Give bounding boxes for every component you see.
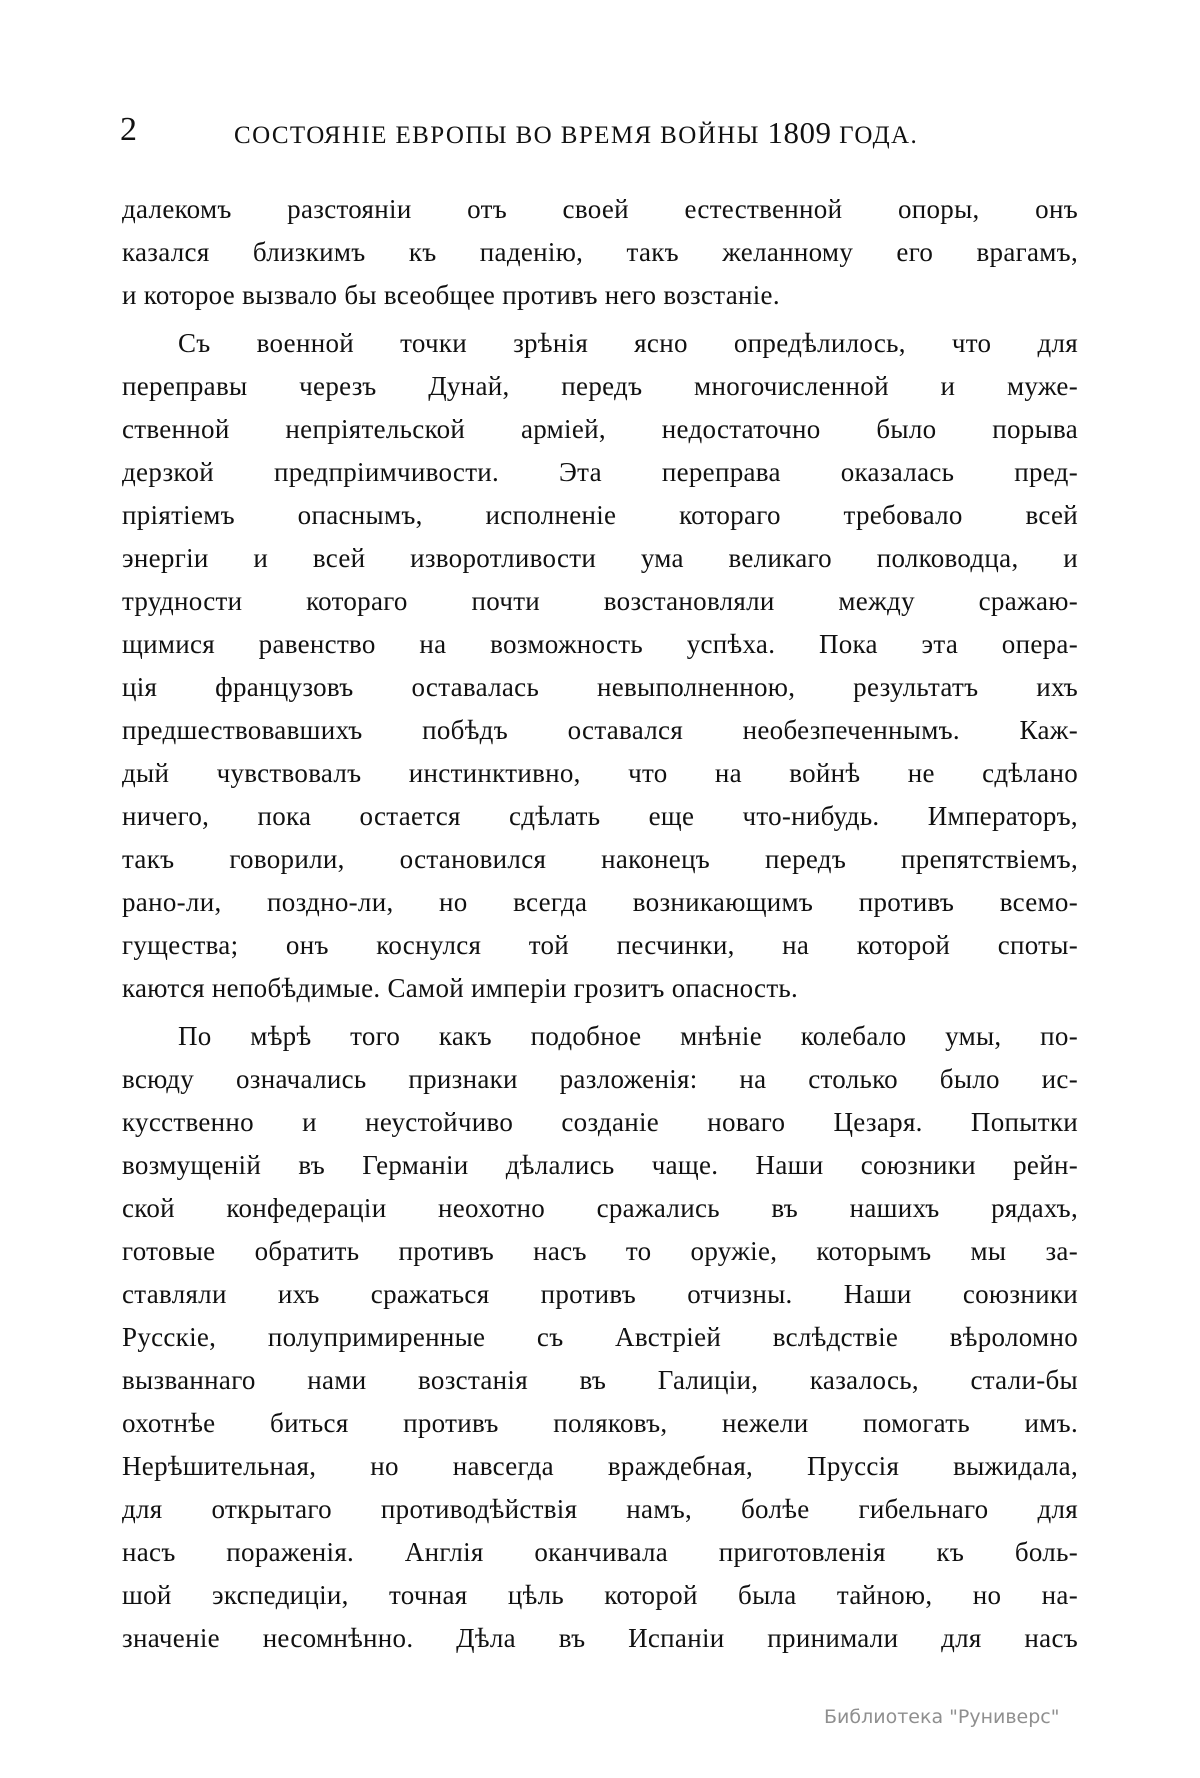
text-line: ственной непріятельской арміей, недостаточно было порыва (122, 414, 1078, 444)
text-line: дерзкой предпріимчивости. Эта переправа оказалась пред- (122, 457, 1078, 487)
text-line: каются непобѣдимые. Самой имперіи грозитъ опасность. (122, 973, 799, 1003)
library-watermark: Библиотека "Руниверс" (824, 1706, 1060, 1728)
body-text (122, 188, 1078, 1660)
text-line: Съ военной точки зрѣнія ясно опредѣлилось, что для (178, 328, 1078, 358)
text-line: дый чувствовалъ инстинктивно, что на войнѣ не сдѣлано (122, 758, 1078, 788)
text-line: Нерѣшительная, но навсегда враждебная, Пруссія выжидала, (122, 1451, 1078, 1481)
text-line: всюду означались признаки разложенія: на столько было ис- (122, 1064, 1078, 1094)
text-line: пріятіемъ опаснымъ, исполненіе котораго требовало всей (122, 500, 1078, 530)
text-line: значеніе несомнѣнно. Дѣла въ Испаніи принимали для насъ (122, 1623, 1078, 1653)
text-line: энергіи и всей изворотливости ума великаго полководца, и (122, 543, 1078, 573)
text-line: трудности котораго почти возстановляли между сражаю- (122, 586, 1078, 616)
text-line: кусственно и неустойчиво созданіе новаго Цезаря. Попытки (122, 1107, 1078, 1137)
text-line: охотнѣе биться противъ поляковъ, нежели помогать имъ. (122, 1408, 1078, 1438)
running-title-year: 1809 (767, 115, 832, 150)
running-title-suffix: ГОДА. (839, 122, 919, 149)
page-header (120, 110, 1070, 160)
text-line: ничего, пока остается сдѣлать еще что-нибудь. Императоръ, (122, 801, 1078, 831)
text-line: далекомъ разстояніи отъ своей естественной опоры, онъ (122, 194, 1078, 224)
text-line: насъ пораженія. Англія оканчивала приготовленія къ боль- (122, 1537, 1078, 1567)
text-line: ція французовъ оставалась невыполненною, результатъ ихъ (122, 672, 1078, 702)
text-line: такъ говорили, остановился наконецъ передъ препятствіемъ, (122, 844, 1078, 874)
text-line: ской конфедераціи неохотно сражались въ нашихъ рядахъ, (122, 1193, 1078, 1223)
running-title-text: СОСТОЯНІЕ ЕВРОПЫ ВО ВРЕМЯ ВОЙНЫ (234, 122, 760, 149)
text-line: Русскіе, полупримиренные съ Австріей вслѣдствіе вѣроломно (122, 1322, 1078, 1352)
text-line: вызваннаго нами возстанія въ Галиціи, казалось, стали-бы (122, 1365, 1078, 1395)
running-title (234, 115, 919, 151)
page-number: 2 (120, 111, 137, 148)
text-line: По мѣрѣ того какъ подобное мнѣніе колебало умы, по- (178, 1021, 1078, 1051)
text-line: готовые обратить противъ насъ то оружіе, которымъ мы за- (122, 1236, 1078, 1266)
text-line: предшествовавшихъ побѣдъ оставался необезпеченнымъ. Каж- (122, 715, 1078, 745)
text-line: гущества; онъ коснулся той песчинки, на которой споты- (122, 930, 1078, 960)
text-line: переправы черезъ Дунай, передъ многочисленной и муже- (122, 371, 1078, 401)
text-line: и которое вызвало бы всеобщее противъ него возстаніе. (122, 280, 780, 310)
text-line: возмущеній въ Германіи дѣлались чаще. Наши союзники рейн- (122, 1150, 1078, 1180)
text-line: для открытаго противодѣйствія намъ, болѣе гибельнаго для (122, 1494, 1078, 1524)
text-line: ставляли ихъ сражаться противъ отчизны. Наши союзники (122, 1279, 1078, 1309)
text-line: рано-ли, поздно-ли, но всегда возникающимъ противъ всемо- (122, 887, 1078, 917)
text-line: шой экспедиціи, точная цѣль которой была тайною, но на- (122, 1580, 1078, 1610)
text-line: казался близкимъ къ паденію, такъ желанному его врагамъ, (122, 237, 1078, 267)
text-line: щимися равенство на возможность успѣха. Пока эта опера- (122, 629, 1078, 659)
